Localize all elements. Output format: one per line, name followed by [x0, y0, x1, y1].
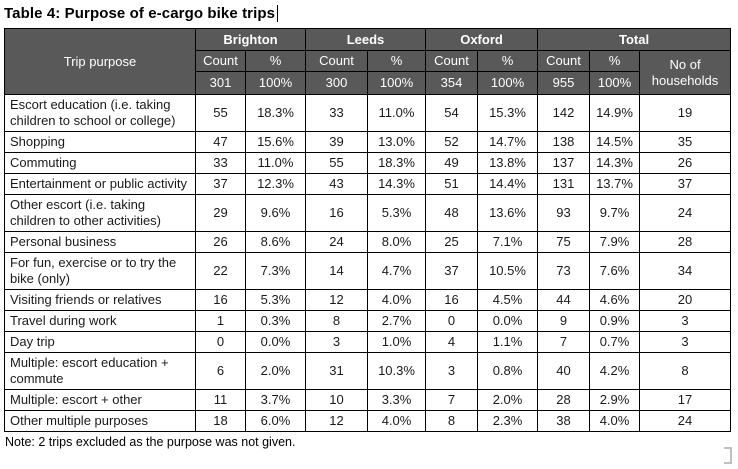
- table-title: Table 4: Purpose of e-cargo bike trips: [4, 5, 276, 22]
- value-cell: 8: [306, 311, 368, 332]
- group-header-leeds: Leeds: [306, 29, 426, 51]
- value-cell: 2.7%: [368, 311, 426, 332]
- value-cell: 43: [306, 174, 368, 195]
- value-cell: 4.0%: [590, 411, 640, 432]
- value-cell: 1: [196, 311, 246, 332]
- value-cell: 3.7%: [246, 390, 306, 411]
- value-cell: 10.3%: [368, 353, 426, 390]
- table-row: [5, 195, 731, 232]
- purpose-cell: Personal business: [5, 232, 196, 253]
- table-row: [5, 153, 731, 174]
- value-cell: 19: [640, 95, 731, 132]
- subheader-count: Count: [426, 51, 478, 72]
- value-cell: 14: [306, 253, 368, 290]
- value-cell: 3: [640, 332, 731, 353]
- value-cell: 26: [640, 153, 731, 174]
- purpose-cell: Day trip: [5, 332, 196, 353]
- table-row: [5, 174, 731, 195]
- value-cell: 49: [426, 153, 478, 174]
- header-row-groups: [5, 29, 731, 51]
- subheader-pct: %: [246, 51, 306, 72]
- value-cell: 22: [196, 253, 246, 290]
- value-cell: 10: [306, 390, 368, 411]
- value-cell: 38: [538, 411, 590, 432]
- value-cell: 55: [306, 153, 368, 174]
- value-cell: 40: [538, 353, 590, 390]
- value-cell: 6.0%: [246, 411, 306, 432]
- value-cell: 8: [426, 411, 478, 432]
- value-cell: 33: [306, 95, 368, 132]
- value-cell: 16: [426, 290, 478, 311]
- value-cell: 17: [640, 390, 731, 411]
- value-cell: 13.6%: [478, 195, 538, 232]
- value-cell: 52: [426, 132, 478, 153]
- value-cell: 18.3%: [246, 95, 306, 132]
- value-cell: 0.0%: [478, 311, 538, 332]
- value-cell: 34: [640, 253, 731, 290]
- value-cell: 0.9%: [590, 311, 640, 332]
- value-cell: 93: [538, 195, 590, 232]
- value-cell: 20: [640, 290, 731, 311]
- purpose-cell: Multiple: escort education + commute: [5, 353, 196, 390]
- value-cell: 3: [640, 311, 731, 332]
- group-header-brighton: Brighton: [196, 29, 306, 51]
- value-cell: 16: [306, 195, 368, 232]
- value-cell: 7.9%: [590, 232, 640, 253]
- subheader-count: Count: [306, 51, 368, 72]
- text-cursor: [277, 5, 278, 22]
- value-cell: 8.6%: [246, 232, 306, 253]
- data-table: [4, 28, 731, 432]
- purpose-cell: Other escort (i.e. taking children to other activities): [5, 195, 196, 232]
- document-page: [4, 2, 734, 449]
- base-pct-brighton: 100%: [246, 72, 306, 95]
- table-resize-handle[interactable]: [724, 447, 732, 464]
- subheader-count: Count: [196, 51, 246, 72]
- value-cell: 10.5%: [478, 253, 538, 290]
- value-cell: 137: [538, 153, 590, 174]
- base-pct-total: 100%: [590, 72, 640, 95]
- value-cell: 13.7%: [590, 174, 640, 195]
- value-cell: 24: [306, 232, 368, 253]
- purpose-cell: Visiting friends or relatives: [5, 290, 196, 311]
- corner-header-trip-purpose: Trip purpose: [5, 29, 196, 95]
- subheader-pct: %: [590, 51, 640, 72]
- value-cell: 37: [196, 174, 246, 195]
- value-cell: 24: [640, 411, 731, 432]
- table-row: [5, 132, 731, 153]
- value-cell: 15.3%: [478, 95, 538, 132]
- value-cell: 18.3%: [368, 153, 426, 174]
- value-cell: 8.0%: [368, 232, 426, 253]
- table-row: [5, 390, 731, 411]
- value-cell: 28: [640, 232, 731, 253]
- value-cell: 0.8%: [478, 353, 538, 390]
- base-pct-leeds: 100%: [368, 72, 426, 95]
- value-cell: 2.3%: [478, 411, 538, 432]
- value-cell: 2.0%: [246, 353, 306, 390]
- value-cell: 4.7%: [368, 253, 426, 290]
- value-cell: 4: [426, 332, 478, 353]
- table-row: [5, 232, 731, 253]
- value-cell: 33: [196, 153, 246, 174]
- group-header-oxford: Oxford: [426, 29, 538, 51]
- value-cell: 14.7%: [478, 132, 538, 153]
- value-cell: 131: [538, 174, 590, 195]
- purpose-cell: Shopping: [5, 132, 196, 153]
- value-cell: 6: [196, 353, 246, 390]
- value-cell: 1.0%: [368, 332, 426, 353]
- value-cell: 0.0%: [246, 332, 306, 353]
- value-cell: 75: [538, 232, 590, 253]
- value-cell: 12.3%: [246, 174, 306, 195]
- value-cell: 4.0%: [368, 290, 426, 311]
- subheader-pct: %: [478, 51, 538, 72]
- group-header-total: Total: [538, 29, 731, 51]
- value-cell: 7.3%: [246, 253, 306, 290]
- value-cell: 138: [538, 132, 590, 153]
- value-cell: 7.6%: [590, 253, 640, 290]
- value-cell: 4.5%: [478, 290, 538, 311]
- value-cell: 8: [640, 353, 731, 390]
- table-note: Note: 2 trips excluded as the purpose was not given.: [5, 435, 296, 449]
- value-cell: 29: [196, 195, 246, 232]
- value-cell: 11: [196, 390, 246, 411]
- subheader-pct: %: [368, 51, 426, 72]
- value-cell: 11.0%: [246, 153, 306, 174]
- value-cell: 14.3%: [590, 153, 640, 174]
- value-cell: 4.0%: [368, 411, 426, 432]
- value-cell: 37: [640, 174, 731, 195]
- value-cell: 12: [306, 290, 368, 311]
- value-cell: 0.3%: [246, 311, 306, 332]
- purpose-cell: Other multiple purposes: [5, 411, 196, 432]
- base-count-total: 955: [538, 72, 590, 95]
- value-cell: 5.3%: [246, 290, 306, 311]
- purpose-cell: Commuting: [5, 153, 196, 174]
- table-row: [5, 253, 731, 290]
- base-count-leeds: 300: [306, 72, 368, 95]
- value-cell: 7.1%: [478, 232, 538, 253]
- value-cell: 39: [306, 132, 368, 153]
- value-cell: 12: [306, 411, 368, 432]
- value-cell: 31: [306, 353, 368, 390]
- table-row: [5, 311, 731, 332]
- value-cell: 0.7%: [590, 332, 640, 353]
- value-cell: 47: [196, 132, 246, 153]
- purpose-cell: For fun, exercise or to try the bike (only): [5, 253, 196, 290]
- subheader-count: Count: [538, 51, 590, 72]
- value-cell: 13.0%: [368, 132, 426, 153]
- value-cell: 16: [196, 290, 246, 311]
- value-cell: 55: [196, 95, 246, 132]
- value-cell: 11.0%: [368, 95, 426, 132]
- value-cell: 3: [306, 332, 368, 353]
- table-row: [5, 332, 731, 353]
- value-cell: 13.8%: [478, 153, 538, 174]
- value-cell: 14.9%: [590, 95, 640, 132]
- value-cell: 0: [426, 311, 478, 332]
- value-cell: 14.3%: [368, 174, 426, 195]
- value-cell: 15.6%: [246, 132, 306, 153]
- value-cell: 35: [640, 132, 731, 153]
- purpose-cell: Entertainment or public activity: [5, 174, 196, 195]
- value-cell: 7: [538, 332, 590, 353]
- value-cell: 7: [426, 390, 478, 411]
- value-cell: 9.6%: [246, 195, 306, 232]
- value-cell: 37: [426, 253, 478, 290]
- value-cell: 48: [426, 195, 478, 232]
- value-cell: 18: [196, 411, 246, 432]
- value-cell: 4.2%: [590, 353, 640, 390]
- value-cell: 14.5%: [590, 132, 640, 153]
- purpose-cell: Escort education (i.e. taking children to school or college): [5, 95, 196, 132]
- households-header: No of households: [640, 51, 731, 95]
- value-cell: 28: [538, 390, 590, 411]
- value-cell: 4.6%: [590, 290, 640, 311]
- purpose-cell: Multiple: escort + other: [5, 390, 196, 411]
- value-cell: 14.4%: [478, 174, 538, 195]
- value-cell: 25: [426, 232, 478, 253]
- value-cell: 3: [426, 353, 478, 390]
- value-cell: 54: [426, 95, 478, 132]
- value-cell: 24: [640, 195, 731, 232]
- value-cell: 2.9%: [590, 390, 640, 411]
- value-cell: 73: [538, 253, 590, 290]
- value-cell: 44: [538, 290, 590, 311]
- title-row: [4, 3, 734, 24]
- value-cell: 0: [196, 332, 246, 353]
- value-cell: 2.0%: [478, 390, 538, 411]
- value-cell: 5.3%: [368, 195, 426, 232]
- value-cell: 51: [426, 174, 478, 195]
- table-row: [5, 411, 731, 432]
- value-cell: 1.1%: [478, 332, 538, 353]
- table-row: [5, 353, 731, 390]
- table-row: [5, 95, 731, 132]
- purpose-cell: Travel during work: [5, 311, 196, 332]
- base-count-oxford: 354: [426, 72, 478, 95]
- value-cell: 26: [196, 232, 246, 253]
- base-pct-oxford: 100%: [478, 72, 538, 95]
- value-cell: 142: [538, 95, 590, 132]
- value-cell: 3.3%: [368, 390, 426, 411]
- value-cell: 9: [538, 311, 590, 332]
- base-count-brighton: 301: [196, 72, 246, 95]
- table-row: [5, 290, 731, 311]
- value-cell: 9.7%: [590, 195, 640, 232]
